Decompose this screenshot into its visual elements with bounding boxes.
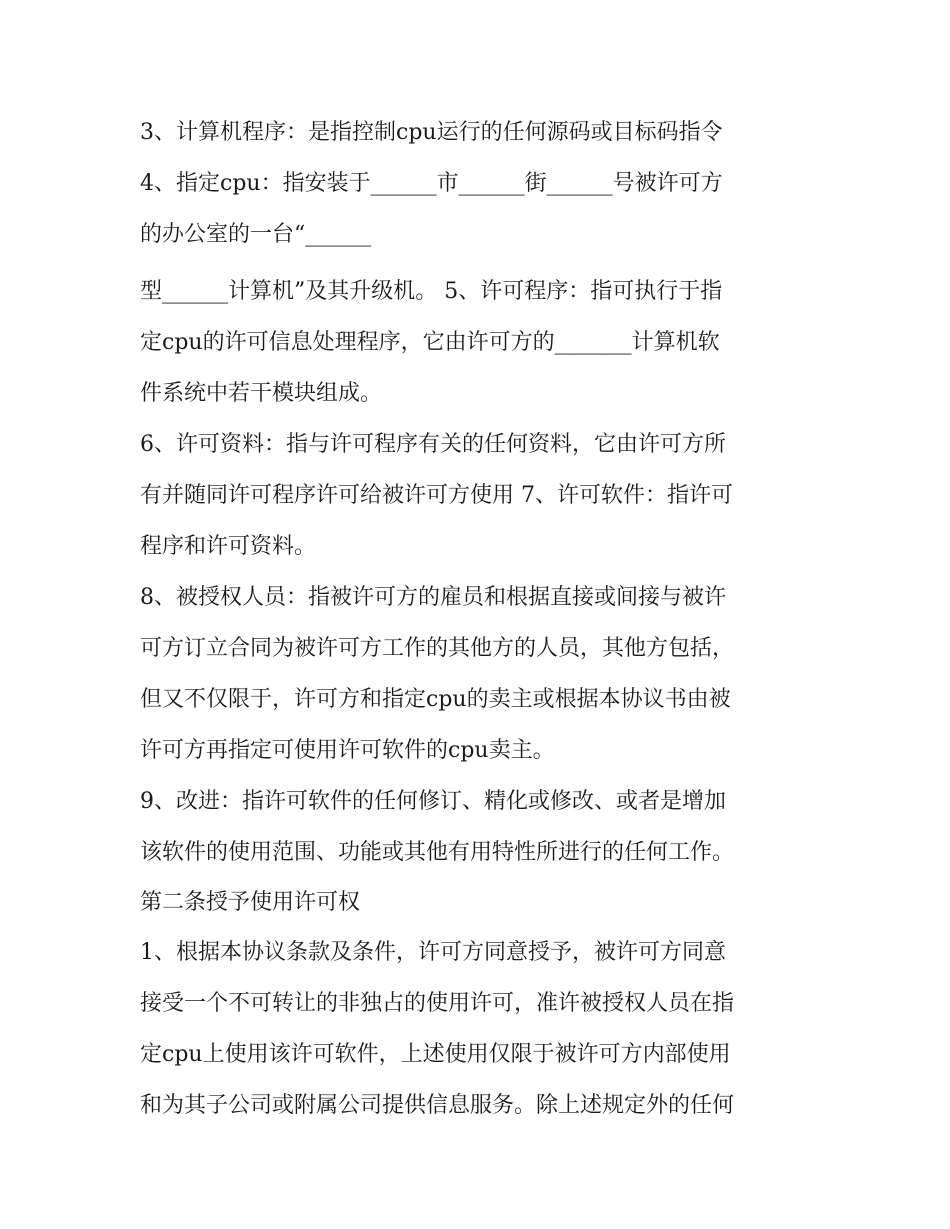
text-line-9: 程序和许可资料。	[140, 534, 317, 559]
document-body	[140, 107, 820, 1131]
text-line-7: 6、许可资料：指与许可程序有关的任何资料，它由许可方所	[140, 432, 726, 457]
text-line-11: 可方订立合同为被许可方工作的其他方的人员，其他方包括，	[140, 636, 735, 661]
text-line-3: 的办公室的一台“______	[140, 222, 372, 247]
text-line-12: 但又不仅限于，许可方和指定cpu的卖主或根据本协议书由被	[140, 687, 731, 712]
text-line-19: 定cpu上使用该许可软件，上述使用仅限于被许可方内部使用	[140, 1042, 731, 1067]
text-line-8: 有并随同许可程序许可给被许可方使用 7、许可软件：指许可	[140, 483, 733, 508]
text-line-2: 4、指定cpu：指安装于______市______街______号被许可方	[140, 171, 723, 196]
text-line-14: 9、改进：指许可软件的任何修订、精化或修改、或者是增加	[140, 789, 726, 814]
text-line-5: 定cpu的许可信息处理程序，它由许可方的_______计算机软	[140, 330, 720, 355]
text-line-1: 3、计算机程序：是指控制cpu运行的任何源码或目标码指令	[140, 120, 723, 145]
text-line-13: 许可方再指定可使用许可软件的cpu卖主。	[140, 738, 555, 763]
text-line-6: 件系统中若干模块组成。	[140, 381, 383, 406]
text-line-4: 型______计算机”及其升级机。 5、许可程序：指可执行于指	[140, 279, 723, 304]
section-heading: 第二条授予使用许可权	[140, 890, 361, 915]
text-line-20: 和为其子公司或附属公司提供信息服务。除上述规定外的任何	[140, 1093, 735, 1118]
text-line-15: 该软件的使用范围、功能或其他有用特性所进行的任何工作。	[140, 840, 735, 865]
text-line-18: 接受一个不可转让的非独占的使用许可，准许被授权人员在指	[140, 991, 735, 1016]
text-line-17: 1、根据本协议条款及条件，许可方同意授予，被许可方同意	[140, 940, 726, 965]
text-line-10: 8、被授权人员：指被许可方的雇员和根据直接或间接与被许	[140, 585, 726, 610]
